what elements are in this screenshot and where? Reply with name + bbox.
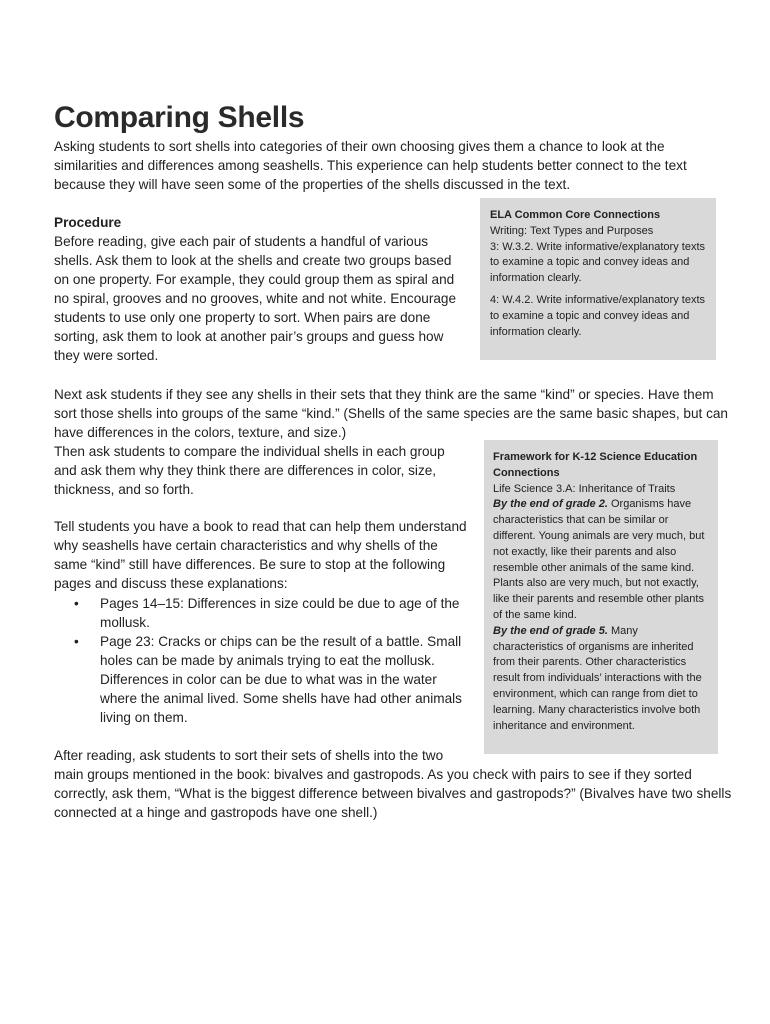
grade5-label: By the end of grade 5. (493, 624, 608, 637)
list-item: • Page 23: Cracks or chips can be the result of a battle. Small holes can be made by animals trying to eat the mollusk. Differences in color can be due to what was in the water where the animal lived. Some shells have had other animals living on them. (74, 634, 462, 725)
ela-connections-box (480, 198, 716, 360)
list-item: • Pages 14–15: Differences in size could be due to age of the mollusk. (74, 596, 460, 630)
ela-box-heading: ELA Common Core Connections (490, 209, 661, 221)
grade2-text: Organisms have characteristics that can be similar or different. Young animals are very much, but not exactly, like their parents and also resemble other animals of the same kind. Plants also are very much, but not exactly, like their parents and resemble other plants of the same kind. (493, 498, 705, 621)
page-title: Comparing Shells (54, 101, 305, 134)
ela-box-item-grade4: 4: W.4.2. Write informative/explanatory texts to examine a topic and convey ideas and information clearly. (490, 293, 705, 338)
grade2-label: By the end of grade 2. (493, 498, 608, 511)
ela-box-item-grade3: 3: W.3.2. Write informative/explanatory texts to examine a topic and convey ideas and information clearly. (490, 240, 705, 285)
framework-box-heading: Framework for K-12 Science Education Connections (493, 451, 698, 479)
intro-paragraph: Asking students to sort shells into categories of their own choosing gives them a chance to look at the similarities and differences among seashells. This experience can help students better connect to the text because they will have seen some of the properties of the shells discussed in the text. (54, 139, 687, 192)
procedure-heading: Procedure (54, 215, 122, 230)
bullet-icon: • (74, 634, 79, 649)
after-reading-paragraph-end: main groups mentioned in the book: bivalves and gastropods. As you check with pairs to see if they sorted correctly, ask them, “What is the biggest difference between bivalves and gastropods?” (Bivalves have two shells connected at a hinge and gastropods have one shell.) (54, 767, 732, 820)
book-intro-paragraph: Tell students you have a book to read that can help them understand why seashells have certain characteristics and why shells of the same “kind” still have differences. Be sure to stop at the following pages and discuss these explanations: (54, 519, 467, 591)
grade5-text: Many characteristics of organisms are inherited from their parents. Other characteristics result from individuals’ interactions with the environment, which can range from diet to learning. Many characteristics involve both inheritance and environment. (493, 624, 702, 732)
procedure-paragraph: Before reading, give each pair of students a handful of various shells. Ask them to look at the shells and create two groups based on one property. For example, they could group them as spiral and no spiral, grooves and no grooves, white and not white. Encourage students to use only one property to sort. When pairs are done sorting, ask them to look at another pair’s groups and guess how they were sorted. (54, 234, 457, 363)
discussion-list (54, 594, 474, 727)
compare-paragraph: Then ask students to compare the individual shells in each group and ask them why they think there are differences in color, size, thickness, and so forth. (54, 444, 445, 497)
framework-grade2-entry (493, 497, 710, 623)
framework-grade5-entry (493, 624, 710, 735)
science-framework-box (484, 440, 718, 754)
after-reading-paragraph-start: After reading, ask students to sort their sets of shells into the two (54, 748, 444, 763)
ela-box-subheading: Writing: Text Types and Purposes (490, 224, 654, 237)
species-paragraph: Next ask students if they see any shells in their sets that they think are the same “kind” or species. Have them sort those shells into groups of the same “kind.” (Shells of the same species are the same basic shapes, but can have differences in the colors, texture, and size.) (54, 387, 728, 440)
framework-box-subheading: Life Science 3.A: Inheritance of Traits (493, 482, 676, 495)
bullet-icon: • (74, 596, 79, 611)
